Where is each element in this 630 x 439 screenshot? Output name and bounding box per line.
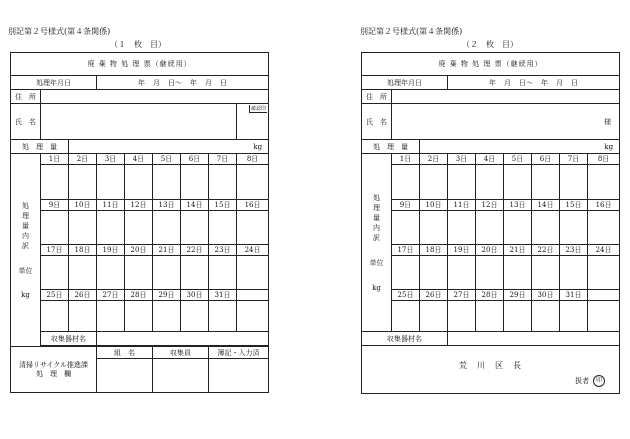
date-range[interactable]: 年 月 日〜 年 月 日 bbox=[97, 76, 269, 90]
handler-line bbox=[575, 375, 605, 387]
day-cell[interactable] bbox=[588, 256, 620, 290]
quantity-label: 処 理 量 bbox=[362, 140, 420, 154]
day-31: 31日 bbox=[560, 290, 588, 301]
day-1: 1日 bbox=[392, 154, 420, 165]
day-cell[interactable] bbox=[532, 301, 560, 332]
seal-stamp-icon: 印 bbox=[593, 375, 605, 387]
address-field[interactable] bbox=[41, 90, 269, 104]
day-14: 14日 bbox=[532, 200, 560, 211]
form-reference-note: 別記第２号様式(第４条関係) bbox=[8, 27, 111, 36]
day-3: 3日 bbox=[448, 154, 476, 165]
day-22: 22日 bbox=[181, 245, 209, 256]
sheet-number-2: （２ 枚 目） bbox=[462, 40, 518, 49]
day-21: 21日 bbox=[504, 245, 532, 256]
day-8: 8日 bbox=[237, 154, 269, 165]
day-21: 21日 bbox=[153, 245, 181, 256]
dept-processing-label: 清掃リサイクル推進課 処 理 欄 bbox=[11, 347, 97, 393]
day-9: 9日 bbox=[392, 200, 420, 211]
day-cell[interactable] bbox=[504, 256, 532, 290]
day-18: 18日 bbox=[69, 245, 97, 256]
day-15: 15日 bbox=[209, 200, 237, 211]
day-18: 18日 bbox=[420, 245, 448, 256]
day-26: 26日 bbox=[69, 290, 97, 301]
day-cell[interactable] bbox=[448, 211, 476, 245]
day-cell[interactable] bbox=[125, 301, 153, 332]
day-25: 25日 bbox=[41, 290, 69, 301]
collector-field[interactable] bbox=[153, 359, 209, 393]
day-24: 24日 bbox=[237, 245, 269, 256]
day-empty bbox=[588, 290, 620, 301]
day-cell[interactable] bbox=[41, 165, 69, 200]
day-empty bbox=[237, 290, 269, 301]
day-cell[interactable] bbox=[392, 256, 420, 290]
day-25: 25日 bbox=[392, 290, 420, 301]
day-22: 22日 bbox=[532, 245, 560, 256]
equipment-field[interactable] bbox=[97, 332, 269, 346]
breakdown-side-label: 処 理 量 内 訳 単位 kg bbox=[11, 154, 41, 347]
collector-header: 収集員 bbox=[153, 347, 209, 359]
day-28: 28日 bbox=[125, 290, 153, 301]
day-cell[interactable] bbox=[181, 211, 209, 245]
day-29: 29日 bbox=[153, 290, 181, 301]
day-11: 11日 bbox=[97, 200, 125, 211]
day-cell[interactable] bbox=[420, 301, 448, 332]
day-4: 4日 bbox=[125, 154, 153, 165]
day-cell[interactable] bbox=[153, 256, 181, 290]
day-cell[interactable] bbox=[420, 211, 448, 245]
day-30: 30日 bbox=[181, 290, 209, 301]
day-13: 13日 bbox=[153, 200, 181, 211]
address-field[interactable] bbox=[392, 90, 620, 104]
form-title: 廃 棄 物 処 理 票（継続用） bbox=[11, 53, 269, 76]
day-cell[interactable] bbox=[181, 256, 209, 290]
date-label: 処理年月日 bbox=[362, 76, 448, 90]
day-14: 14日 bbox=[181, 200, 209, 211]
day-12: 12日 bbox=[125, 200, 153, 211]
name-field[interactable] bbox=[41, 104, 237, 140]
day-cell[interactable] bbox=[209, 301, 237, 332]
day-20: 20日 bbox=[476, 245, 504, 256]
breakdown-side-label: 処 理 量 内 訳 単位 kg bbox=[362, 154, 392, 332]
day-cell[interactable] bbox=[41, 211, 69, 245]
day-cell[interactable] bbox=[69, 256, 97, 290]
day-cell[interactable] bbox=[153, 301, 181, 332]
day-6: 6日 bbox=[532, 154, 560, 165]
day-cell[interactable] bbox=[476, 256, 504, 290]
day-16: 16日 bbox=[237, 200, 269, 211]
day-cell[interactable] bbox=[69, 301, 97, 332]
day-7: 7日 bbox=[560, 154, 588, 165]
seal-label: 確認印 bbox=[251, 106, 267, 112]
name-label: 氏 名 bbox=[362, 104, 392, 140]
day-cell[interactable] bbox=[41, 301, 69, 332]
day-11: 11日 bbox=[448, 200, 476, 211]
day-cell[interactable] bbox=[392, 165, 420, 200]
day-19: 19日 bbox=[448, 245, 476, 256]
day-cell[interactable] bbox=[420, 256, 448, 290]
day-cell[interactable] bbox=[153, 211, 181, 245]
day-cell[interactable] bbox=[560, 211, 588, 245]
day-8: 8日 bbox=[588, 154, 620, 165]
waste-form-sheet-1 bbox=[10, 52, 269, 393]
day-cell[interactable] bbox=[392, 301, 420, 332]
day-cell[interactable] bbox=[560, 301, 588, 332]
name-label: 氏 名 bbox=[11, 104, 41, 140]
waste-form-sheet-2 bbox=[361, 52, 620, 394]
day-23: 23日 bbox=[209, 245, 237, 256]
day-19: 19日 bbox=[97, 245, 125, 256]
day-23: 23日 bbox=[560, 245, 588, 256]
day-cell[interactable] bbox=[532, 256, 560, 290]
day-cell[interactable] bbox=[532, 211, 560, 245]
equipment-label: 収集器材名 bbox=[362, 332, 448, 346]
date-label: 処理年月日 bbox=[11, 76, 97, 90]
day-cell[interactable] bbox=[476, 301, 504, 332]
honorific-sama: 様 bbox=[604, 117, 612, 126]
day-15: 15日 bbox=[560, 200, 588, 211]
day-2: 2日 bbox=[69, 154, 97, 165]
equipment-label: 収集器材名 bbox=[41, 332, 97, 346]
group-name-header: 組 名 bbox=[97, 347, 153, 359]
day-31: 31日 bbox=[209, 290, 237, 301]
day-28: 28日 bbox=[476, 290, 504, 301]
day-cell[interactable] bbox=[209, 165, 237, 200]
address-label: 住 所 bbox=[362, 90, 392, 104]
day-2: 2日 bbox=[420, 154, 448, 165]
day-cell[interactable] bbox=[588, 165, 620, 200]
day-cell[interactable] bbox=[41, 256, 69, 290]
day-cell[interactable] bbox=[97, 256, 125, 290]
day-3: 3日 bbox=[97, 154, 125, 165]
name-field[interactable] bbox=[392, 104, 620, 140]
day-cell[interactable] bbox=[125, 256, 153, 290]
equipment-field[interactable] bbox=[448, 332, 620, 346]
day-9: 9日 bbox=[41, 200, 69, 211]
form-title: 廃 棄 物 処 理 票（継続用） bbox=[362, 53, 620, 76]
day-cell[interactable] bbox=[97, 211, 125, 245]
ward-mayor-title: 荒 川 区 長 bbox=[459, 361, 523, 370]
date-range[interactable]: 年 月 日〜 年 月 日 bbox=[448, 76, 620, 90]
sheet-number-1: （１ 枚 目） bbox=[110, 40, 166, 49]
day-5: 5日 bbox=[504, 154, 532, 165]
day-cell[interactable] bbox=[560, 256, 588, 290]
day-cell[interactable] bbox=[237, 211, 269, 245]
day-cell[interactable] bbox=[125, 165, 153, 200]
day-cell[interactable] bbox=[504, 165, 532, 200]
group-name-field[interactable] bbox=[97, 359, 153, 393]
day-4: 4日 bbox=[476, 154, 504, 165]
day-cell[interactable] bbox=[181, 165, 209, 200]
day-cell[interactable] bbox=[504, 301, 532, 332]
day-10: 10日 bbox=[420, 200, 448, 211]
day-cell[interactable] bbox=[237, 301, 269, 332]
day-12: 12日 bbox=[476, 200, 504, 211]
day-16: 16日 bbox=[588, 200, 620, 211]
day-cell[interactable] bbox=[237, 165, 269, 200]
day-cell[interactable] bbox=[560, 165, 588, 200]
day-26: 26日 bbox=[420, 290, 448, 301]
day-cell[interactable] bbox=[420, 165, 448, 200]
day-cell[interactable] bbox=[209, 211, 237, 245]
day-cell[interactable] bbox=[448, 301, 476, 332]
day-7: 7日 bbox=[209, 154, 237, 165]
day-cell[interactable] bbox=[97, 165, 125, 200]
quantity-label: 処 理 量 bbox=[11, 140, 69, 154]
day-cell[interactable] bbox=[532, 165, 560, 200]
day-cell[interactable] bbox=[97, 301, 125, 332]
day-30: 30日 bbox=[532, 290, 560, 301]
day-cell[interactable] bbox=[237, 256, 269, 290]
day-6: 6日 bbox=[181, 154, 209, 165]
day-27: 27日 bbox=[448, 290, 476, 301]
quantity-field[interactable]: kg bbox=[69, 140, 269, 154]
day-cell[interactable] bbox=[504, 211, 532, 245]
entry-header: 簿記・入力済 bbox=[209, 347, 269, 359]
day-cell[interactable] bbox=[588, 211, 620, 245]
day-cell[interactable] bbox=[448, 256, 476, 290]
day-cell[interactable] bbox=[476, 165, 504, 200]
form-reference-note-2: 別記第２号様式(第４条関係) bbox=[360, 27, 463, 36]
quantity-field[interactable]: kg bbox=[420, 140, 620, 154]
day-27: 27日 bbox=[97, 290, 125, 301]
day-1: 1日 bbox=[41, 154, 69, 165]
day-cell[interactable] bbox=[153, 165, 181, 200]
day-29: 29日 bbox=[504, 290, 532, 301]
day-cell[interactable] bbox=[448, 165, 476, 200]
ward-mayor-box bbox=[362, 346, 620, 394]
day-17: 17日 bbox=[41, 245, 69, 256]
day-24: 24日 bbox=[588, 245, 620, 256]
day-10: 10日 bbox=[69, 200, 97, 211]
day-17: 17日 bbox=[392, 245, 420, 256]
handler-label: 扱者 bbox=[575, 377, 590, 385]
address-label: 住 所 bbox=[11, 90, 41, 104]
day-cell[interactable] bbox=[476, 211, 504, 245]
day-cell[interactable] bbox=[69, 165, 97, 200]
day-cell[interactable] bbox=[588, 301, 620, 332]
day-13: 13日 bbox=[504, 200, 532, 211]
seal-box[interactable] bbox=[237, 104, 269, 140]
day-cell[interactable] bbox=[125, 211, 153, 245]
day-cell[interactable] bbox=[209, 256, 237, 290]
day-cell[interactable] bbox=[181, 301, 209, 332]
day-20: 20日 bbox=[125, 245, 153, 256]
day-5: 5日 bbox=[153, 154, 181, 165]
entry-field[interactable] bbox=[209, 359, 269, 393]
day-cell[interactable] bbox=[392, 211, 420, 245]
day-cell[interactable] bbox=[69, 211, 97, 245]
